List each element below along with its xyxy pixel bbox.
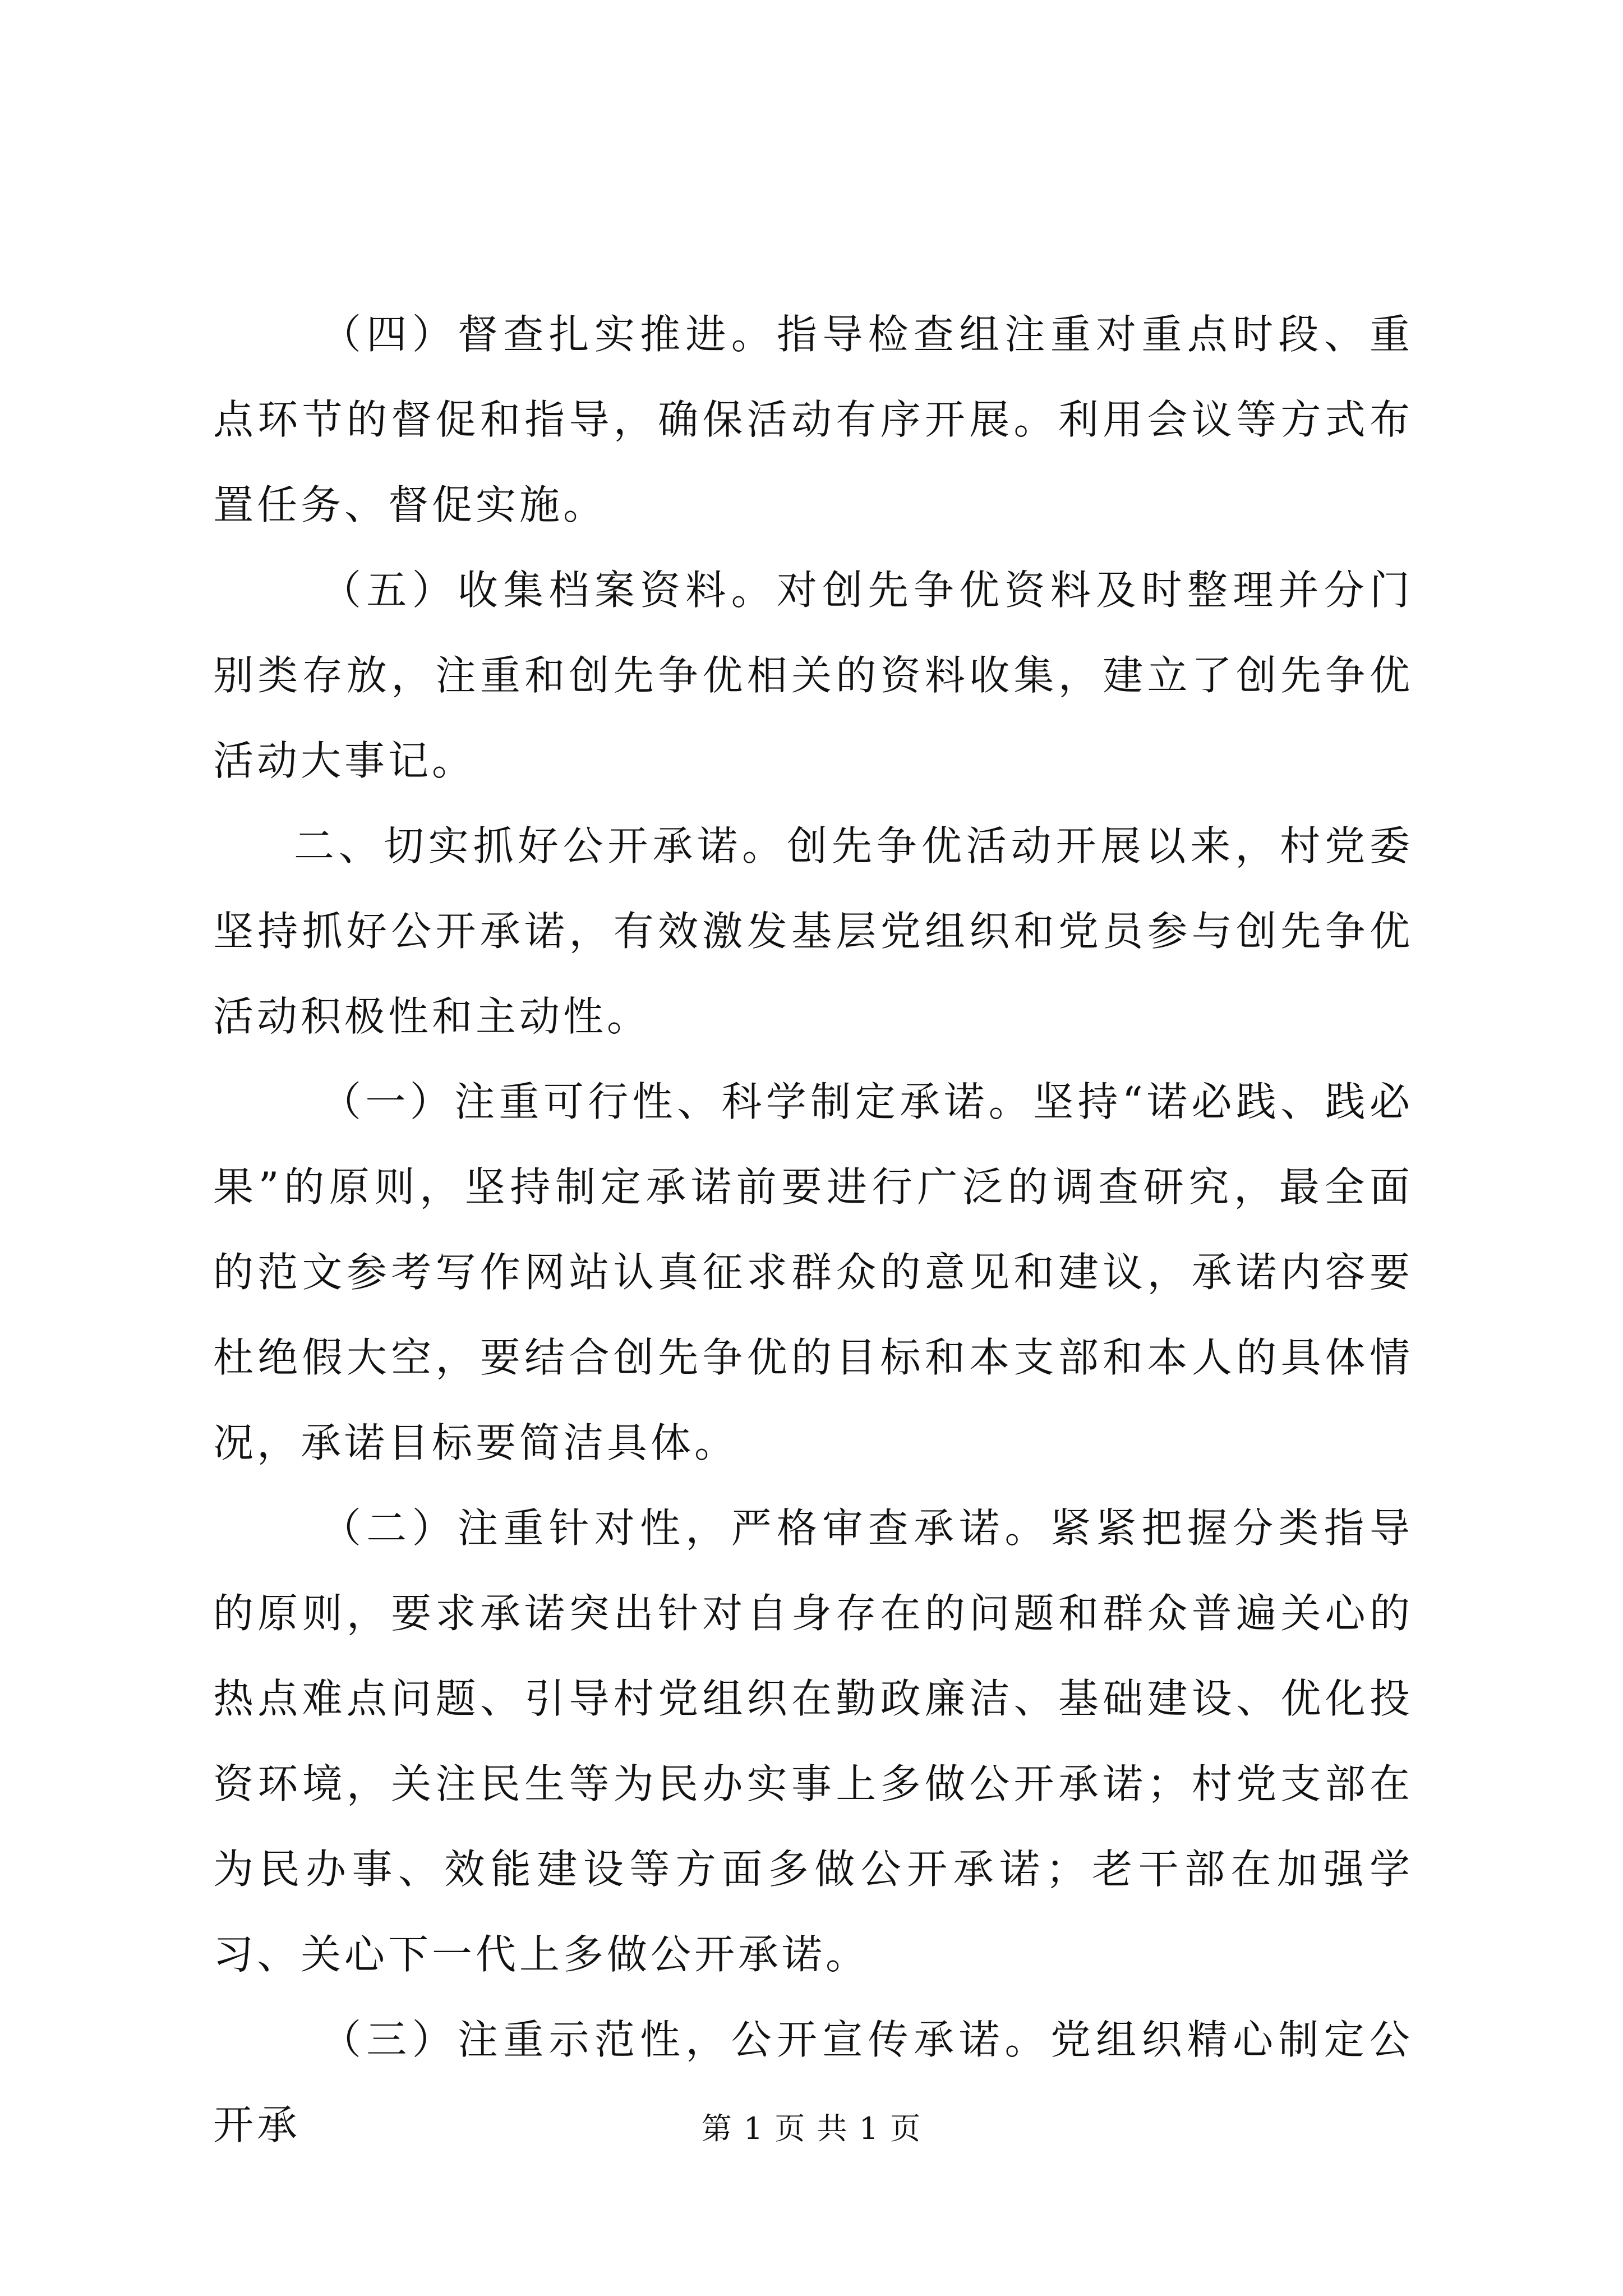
paragraph-archive: （五）收集档案资料。对创先争优资料及时整理并分门别类存放，注重和创先争优相关的资料收集，建立了创先争优活动大事记。: [213, 567, 1413, 784]
page-footer: 第 1 页 共 1 页: [701, 2111, 922, 2146]
paragraph-demonstration: （三）注重示范性，公开宣传承诺。党组织精心制定公开承: [213, 2016, 1413, 2148]
document-body: [213, 292, 1413, 2168]
paragraph-supervision: （四）督查扎实推进。指导检查组注重对重点时段、重点环节的督促和指导，确保活动有序开展。利用会议等方式布置任务、督促实施。: [213, 311, 1413, 528]
paragraph-section-two: 二、切实抓好公开承诺。创先争优活动开展以来，村党委坚持抓好公开承诺，有效激发基层党组织和党员参与创先争优活动积极性和主动性。: [213, 822, 1413, 1040]
paragraph-pertinence: （二）注重针对性，严格审查承诺。紧紧把握分类指导的原则，要求承诺突出针对自身存在的问题和群众普遍关心的热点难点问题、引导村党组织在勤政廉洁、基础建设、优化投资环境，关注民生等为民办实事上多做公开承诺；村党支部在为民办事、效能建设等方面多做公开承诺；老干部在加强学习、关心下一代上多做公开承诺。: [213, 1504, 1413, 1978]
paragraph-feasibility: （一）注重可行性、科学制定承诺。坚持“诺必践、践必果”的原则，坚持制定承诺前要进行广泛的调查研究，最全面的范文参考写作网站认真征求群众的意见和建议，承诺内容要杜绝假大空，要结合创先争优的目标和本支部和本人的具体情况，承诺目标要简洁具体。: [213, 1078, 1413, 1466]
